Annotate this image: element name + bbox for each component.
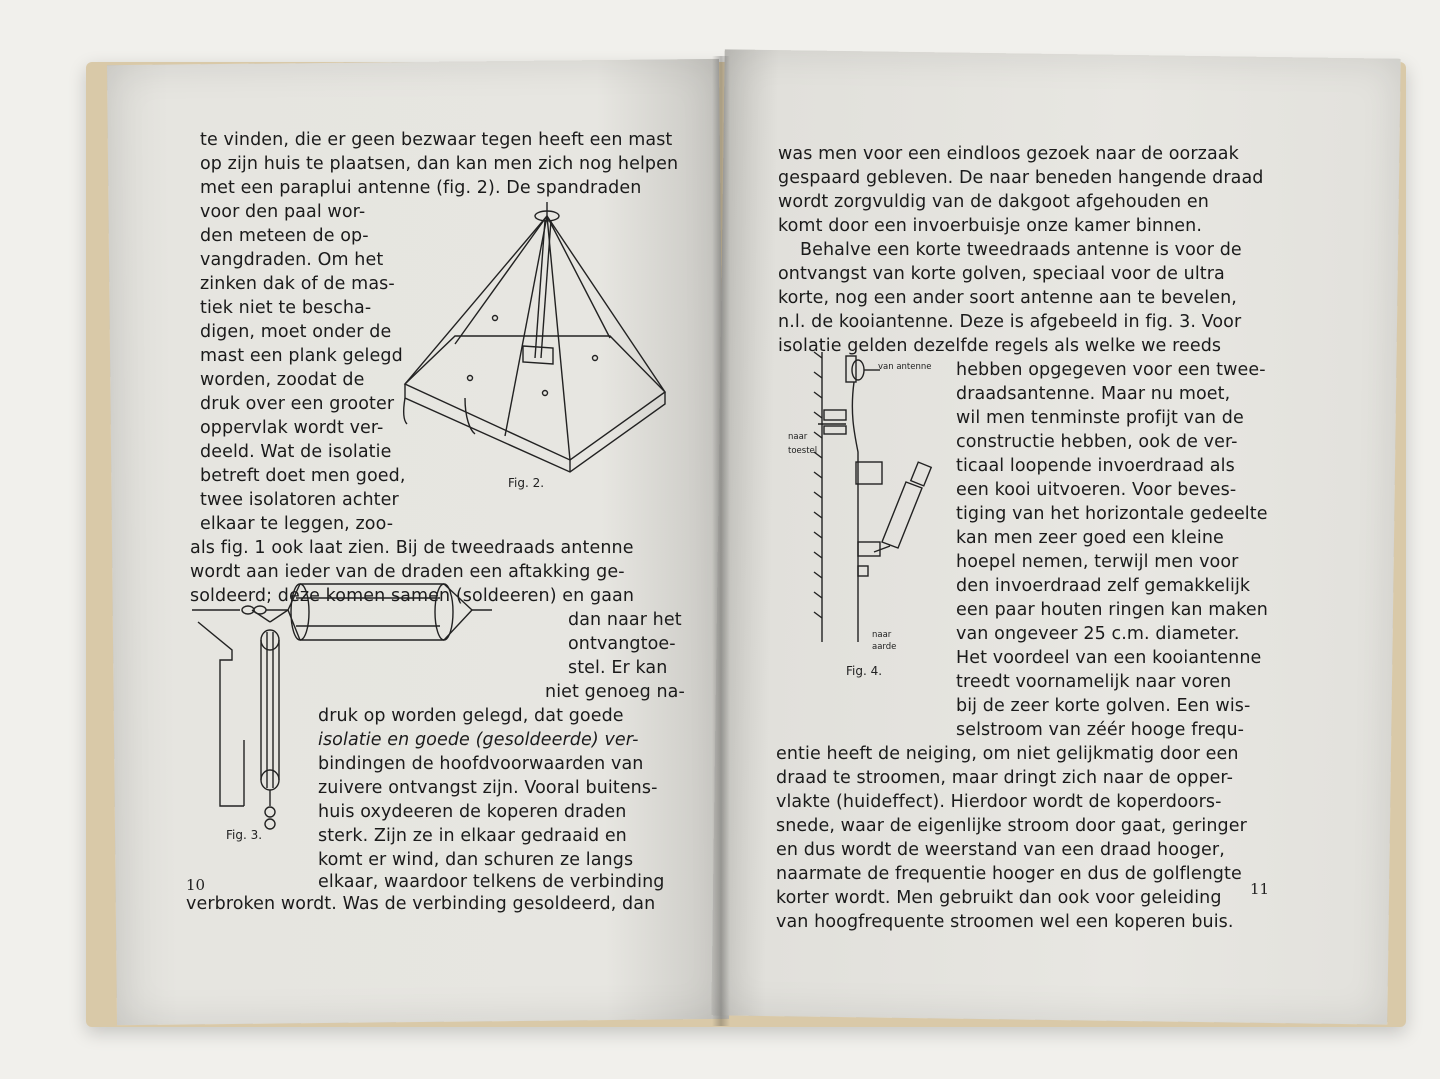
text-line: was men voor een eindloos gezoek naar de oorzaak xyxy=(778,144,1239,164)
text-line: te vinden, die er geen bezwaar tegen heeft een mast xyxy=(200,130,673,150)
fig3-caption: Fig. 3. xyxy=(226,828,263,842)
text-line: twee isolatoren achter xyxy=(200,490,399,510)
text-line: den invoerdraad zelf gemakkelijk xyxy=(956,576,1251,596)
fig4-label-toestel: toestel xyxy=(788,446,818,456)
text-line: hebben opgegeven voor een twee- xyxy=(956,360,1266,380)
fig2-caption: Fig. 2. xyxy=(508,476,545,490)
text-line: isolatie en goede (gesoldeerde) ver- xyxy=(318,730,639,750)
text-line: oppervlak wordt ver- xyxy=(200,418,384,438)
text-line: draad te stroomen, maar dringt zich naar de opper- xyxy=(776,768,1234,788)
fig4-caption: Fig. 4. xyxy=(846,664,883,678)
text-line: komt er wind, dan schuren ze langs xyxy=(318,850,634,870)
text-line: voor den paal wor- xyxy=(200,202,366,222)
page-number-left: 10 xyxy=(186,876,206,894)
text-line: Het voordeel van een kooiantenne xyxy=(956,648,1262,668)
text-line: soldeerd; deze komen samen (soldeeren) en gaan xyxy=(190,586,635,606)
text-line: met een paraplui antenne (fig. 2). De spandraden xyxy=(200,178,642,198)
page-number-right: 11 xyxy=(1250,880,1270,898)
text-line: en dus wordt de weerstand van een draad hooger, xyxy=(776,840,1225,860)
text-line: gespaard gebleven. De naar beneden hangende draad xyxy=(778,168,1264,188)
text-line: ontvangtoe- xyxy=(568,634,676,654)
text-line: treedt voornamelijk naar voren xyxy=(956,672,1232,692)
text-line: worden, zoodat de xyxy=(200,370,365,390)
fig2-umbrella-antenna-drawing xyxy=(395,198,695,488)
text-line: elkaar te leggen, zoo- xyxy=(200,514,394,534)
text-line: zinken dak of de mas- xyxy=(200,274,395,294)
text-line: tiging van het horizontale gedeelte xyxy=(956,504,1268,524)
text-line: wordt zorgvuldig van de dakgoot afgehouden en xyxy=(778,192,1209,212)
text-line: digen, moet onder de xyxy=(200,322,392,342)
fig4-label-naar-aarde-2: aarde xyxy=(872,642,897,652)
text-line: hoepel nemen, terwijl men voor xyxy=(956,552,1239,572)
text-line: tiek niet te bescha- xyxy=(200,298,372,318)
text-line: druk over een grooter xyxy=(200,394,395,414)
text-line: bindingen de hoofdvoorwaarden van xyxy=(318,754,644,774)
text-line: ontvangst van korte golven, speciaal voor de ultra xyxy=(778,264,1225,284)
text-line: Behalve een korte tweedraads antenne is voor de xyxy=(800,240,1242,260)
fig4-label-naar-aarde-1: naar xyxy=(872,630,892,640)
text-line: den meteen de op- xyxy=(200,226,369,246)
text-line: wil men tenminste profijt van de xyxy=(956,408,1244,428)
text-line: op zijn huis te plaatsen, dan kan men zich nog helpen xyxy=(200,154,679,174)
fig4-label-naar: naar xyxy=(788,432,808,442)
text-line: huis oxydeeren de koperen draden xyxy=(318,802,627,822)
text-line: mast een plank gelegd xyxy=(200,346,403,366)
text-line: sterk. Zijn ze in elkaar gedraaid en xyxy=(318,826,627,846)
text-line: naarmate de frequentie hooger en dus de golflengte xyxy=(776,864,1242,884)
text-line: een paar houten ringen kan maken xyxy=(956,600,1268,620)
text-line: constructie hebben, ook de ver- xyxy=(956,432,1238,452)
text-line: elkaar, waardoor telkens de verbinding xyxy=(318,872,665,892)
text-line: bij de zeer korte golven. Een wis- xyxy=(956,696,1251,716)
text-line: als fig. 1 ook laat zien. Bij de tweedraads antenne xyxy=(190,538,634,558)
text-line: draadsantenne. Maar nu moet, xyxy=(956,384,1231,404)
text-line: kan men zeer goed een kleine xyxy=(956,528,1224,548)
text-line: stel. Er kan xyxy=(568,658,668,678)
text-line: n.l. de kooiantenne. Deze is afgebeeld in fig. 3. Voor xyxy=(778,312,1242,332)
text-line: komt door een invoerbuisje onze kamer binnen. xyxy=(778,216,1203,236)
text-line: korter wordt. Men gebruikt dan ook voor geleiding xyxy=(776,888,1222,908)
text-line: deeld. Wat de isolatie xyxy=(200,442,392,462)
text-line: korte, nog een ander soort antenne aan te bevelen, xyxy=(778,288,1237,308)
text-line: vangdraden. Om het xyxy=(200,250,384,270)
fig4-lead-in-drawing xyxy=(810,352,960,652)
text-line: entie heeft de neiging, om niet gelijkmatig door een xyxy=(776,744,1239,764)
text-line: verbroken wordt. Was de verbinding gesoldeerd, dan xyxy=(186,894,656,914)
text-line: van ongeveer 25 c.m. diameter. xyxy=(956,624,1240,644)
book-gutter xyxy=(712,56,730,1026)
text-line: niet genoeg na- xyxy=(545,682,685,702)
text-line: snede, waar de eigenlijke stroom door gaat, geringer xyxy=(776,816,1247,836)
text-line: zuivere ontvangst zijn. Vooral buitens- xyxy=(318,778,658,798)
text-line: ticaal loopende invoerdraad als xyxy=(956,456,1235,476)
text-line: dan naar het xyxy=(568,610,682,630)
text-line: betreft doet men goed, xyxy=(200,466,406,486)
text-line: isolatie gelden dezelfde regels als welke we reeds xyxy=(778,336,1222,356)
fig3-cage-antenna-drawing xyxy=(192,580,562,830)
text-line: selstroom van zéér hooge frequ- xyxy=(956,720,1245,740)
text-line: druk op worden gelegd, dat goede xyxy=(318,706,624,726)
fig4-label-van-antenne: van antenne xyxy=(878,362,932,372)
text-line: wordt aan ieder van de draden een aftakking ge- xyxy=(190,562,625,582)
text-line: vlakte (huideffect). Hierdoor wordt de koperdoors- xyxy=(776,792,1222,812)
text-line: een kooi uitvoeren. Voor beves- xyxy=(956,480,1237,500)
text-line: van hoogfrequente stroomen wel een koperen buis. xyxy=(776,912,1234,932)
